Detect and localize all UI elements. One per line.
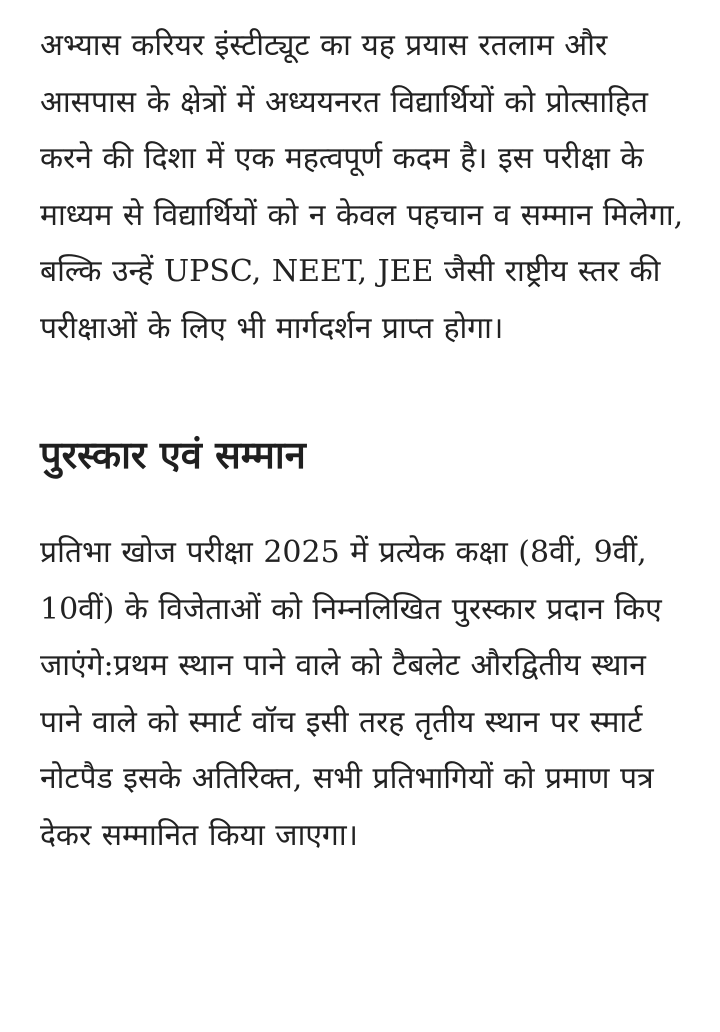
- section-heading-awards: पुरस्कार एवं सम्मान: [40, 433, 306, 477]
- awards-paragraph: प्रतिभा खोज परीक्षा 2025 में प्रत्येक कक्षा (8वीं, 9वीं, 10वीं) के विजेताओं को निम्नलिखित पुरस्कार प्रदान किए जाएंगे:प्रथम स्थान पाने वाले को टैबलेट औरद्वितीय स्थान पाने वाले को स्मार्ट वॉच इसी तरह तृतीय स्थान पर स्मार्ट नोटपैड इसके अतिरिक्त, सभी प्रतिभागियों को प्रमाण पत्र देकर सम्मानित किया जाएगा।: [40, 535, 662, 853]
- intro-paragraph: अभ्यास करियर इंस्टीट्यूट का यह प्रयास रतलाम और आसपास के क्षेत्रों में अध्ययनरत विद्यार्थियों को प्रोत्साहित करने की दिशा में एक महत्वपूर्ण कदम है। इस परीक्षा के माध्यम से विद्यार्थियों को न केवल पहचान व सम्मान मिलेगा, बल्कि उन्हें UPSC, NEET, JEE जैसी राष्ट्रीय स्तर की परीक्षाओं के लिए भी मार्गदर्शन प्राप्त होगा।: [40, 28, 684, 346]
- article-body: [40, 18, 690, 864]
